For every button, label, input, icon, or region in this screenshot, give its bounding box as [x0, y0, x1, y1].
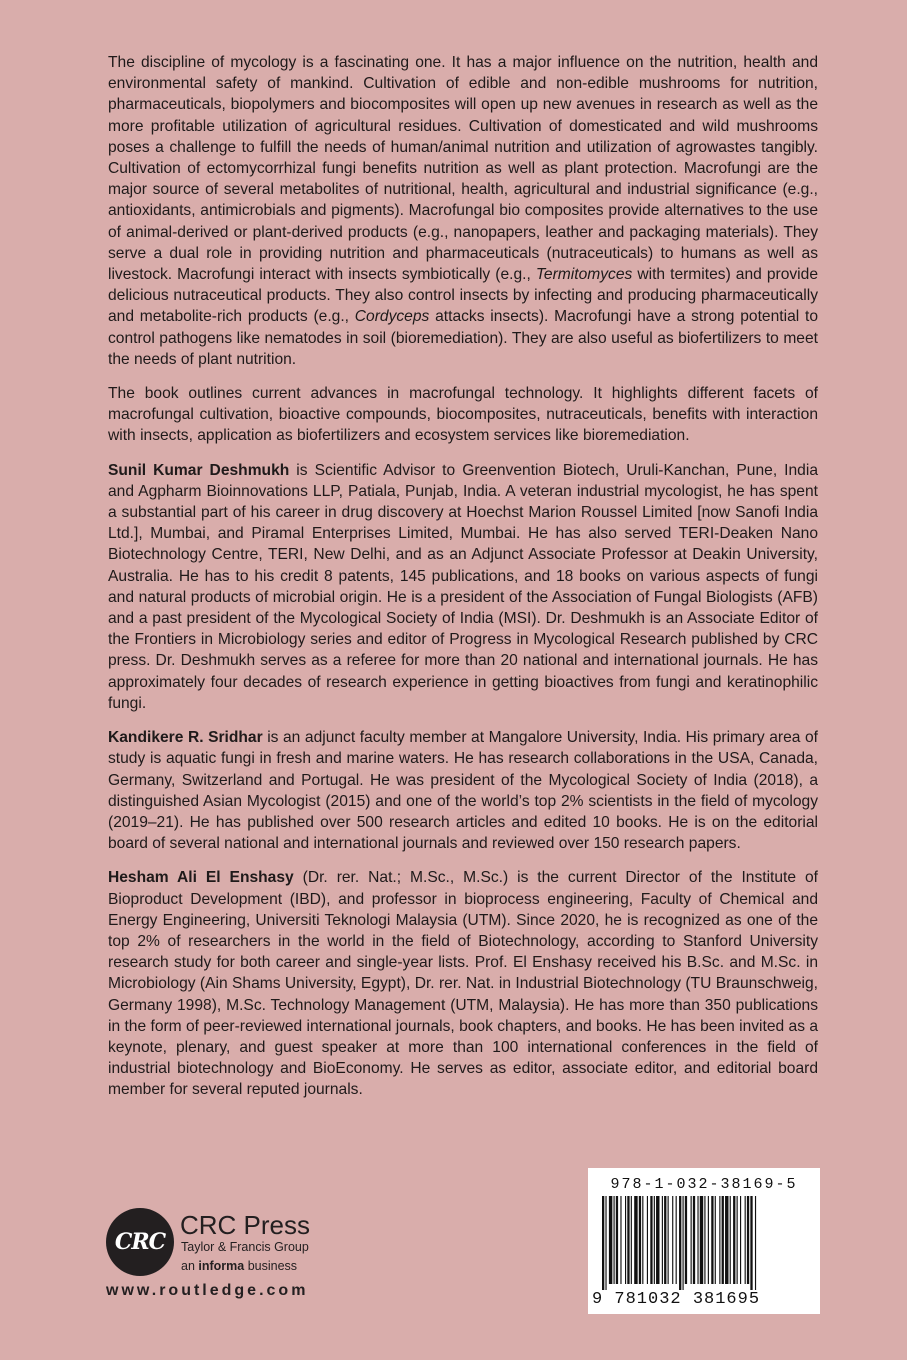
barcode-bar: [672, 1196, 673, 1284]
author-name: Kandikere R. Sridhar: [108, 729, 263, 747]
tagline-prefix: an: [181, 1259, 199, 1273]
italic-genus-cordyceps: Cordyceps: [354, 308, 430, 326]
text-segment: with termites) and provide delicious nutraceutical products. They also control insects by infecting and producing pharmaceutically and metabolite-rich products (e.g.,: [108, 266, 818, 326]
back-cover-text: [108, 52, 818, 1114]
barcode-bar: [614, 1196, 615, 1284]
description-paragraph-2: The book outlines current advances in macrofungal technology. It highlights different facets of macrofungal cultivation, bioactive compounds, biocomposites, nutraceuticals, benefits with interaction with insects, application as biofertilizers and ecosystem services like bioremediation.: [108, 385, 818, 445]
publisher-website[interactable]: www.routledge.com: [106, 1282, 309, 1299]
barcode-bar: [697, 1196, 698, 1284]
barcode-bar: [616, 1196, 618, 1284]
barcode-bar: [668, 1196, 669, 1284]
barcode-bar: [715, 1196, 716, 1284]
barcode-bar: [747, 1196, 749, 1284]
author-bio-text: is Scientific Advisor to Greenvention Biotech, Uruli-Kanchan, Pune, India and Agpharm Bioinnovations LLP, Patiala, Punjab, India. A veteran industrial mycologist, he has spent a substantial part of his career in drug discovery at Hoechst Marion Roussel Limited [now Sanofi India Ltd.], Mumbai, and Piramal Enterprises Limited, Mumbai. He has also served TERI-Deaken Nano Biotechnology Centre, TERI, New Delhi, and as an Adjunct Associate Professor at Deakin University, Australia. He has to his credit 8 patents, 145 publications, and 18 books on various aspects of fungi and natural products of microbial origin. He is a president of the Association of Fungal Biologists (AFB) and a past president of the Mycological Society of India (MSI). Dr. Deshmukh is an Associate Editor of the Frontiers in Microbiology series and editor of Progress in Mycological Research published by CRC press. Dr. Deshmukh serves as a referee for more than 20 national and international journals. He has approximately four decades of research experience in getting bioactives from fungi and keratinophilic fungi.: [108, 461, 818, 712]
author-name: Hesham Ali El Enshasy: [108, 869, 294, 887]
barcode-bar: [691, 1196, 692, 1284]
barcode-bar: [683, 1196, 684, 1290]
barcode-bar: [650, 1196, 652, 1284]
barcode-bars: [600, 1196, 808, 1290]
barcode-bar: [700, 1196, 703, 1284]
barcode-bar: [708, 1196, 709, 1284]
barcode-bar: [642, 1196, 643, 1284]
barcode-bar: [634, 1196, 637, 1284]
barcode-bar: [730, 1196, 731, 1284]
publisher-tagline: [181, 1259, 297, 1273]
barcode-bar: [625, 1196, 626, 1284]
barcode-bar: [685, 1196, 687, 1284]
description-paragraph-1: [108, 52, 818, 370]
publisher-name: CRC Press: [180, 1210, 311, 1240]
publisher-logo: [106, 1208, 326, 1288]
barcode-bar: [704, 1196, 705, 1284]
isbn-number: 978-1-032-38169-5: [610, 1176, 798, 1193]
barcode-bar: [676, 1196, 677, 1284]
italic-genus-termitomyces: Termitomyces: [535, 266, 633, 284]
barcode-bar: [620, 1196, 621, 1284]
author-name: Sunil Kumar Deshmukh: [108, 461, 290, 479]
barcode-bar: [719, 1196, 720, 1284]
barcode-bar: [693, 1196, 695, 1284]
author-bio-sridhar: [108, 727, 818, 854]
barcode-bar: [755, 1196, 756, 1290]
publisher-group: Taylor & Francis Group: [181, 1240, 309, 1254]
barcode-bar: [656, 1196, 659, 1284]
barcode-bar: [745, 1196, 746, 1284]
text-segment: attacks insects). Macrofungi have a strong potential to control pathogens like nematodes in soil (bioremediation). They are also useful as biofertilizers to meet the needs of plant nutrition.: [108, 308, 818, 368]
barcode-bar: [740, 1196, 741, 1284]
author-bio-el-enshasy: [108, 867, 818, 1100]
isbn-barcode: [588, 1168, 820, 1314]
barcode-bar: [737, 1196, 738, 1284]
barcode-bar: [733, 1196, 735, 1284]
text-segment: The discipline of mycology is a fascinating one. It has a major influence on the nutrition, health and environmental safety of mankind. Cultivation of edible and non-edible mushrooms for nutrition, pharmaceuticals, biopolymers and biocomposites will open up new avenues in research as well as the more profitable utilization of agricultural residues. Cultivation of domesticated and wild mushrooms poses a challenge to fulfill the needs of human/animal nutrition and utilization of agrowastes tangibly. Cultivation of ectomycorrhizal fungi benefits nutrition as well as plant protection. Macrofungi are the major source of several metabolites of nutritional, health, agricultural and industrial significance (e.g., antioxidants, antimicrobials and pigments). Macrofungal bio composites provide alternatives to the use of animal-derived or plant-derived products (e.g., nanopapers, leather and packaging materials). They serve a dual role in providing nutrition and pharmaceuticals (nutraceuticals) to humans as well as livestock. Macrofungi interact with insects symbiotically (e.g.,: [108, 54, 818, 284]
author-bio-text: (Dr. rer. Nat.; M.Sc., M.Sc.) is the current Director of the Institute of Bioproduct Development (IBD), and professor in bioprocess engineering, Faculty of Chemical and Energy Engineering, Universiti Teknologi Malaysia (UTM). Since 2020, he is recognized as one of the top 2% of researchers in the world in the field of Biotechnology, according to Stanford University research study for both career and single-year lists. Prof. El Enshasy received his B.Sc. and M.Sc. in Microbiology (Ain Shams University, Egypt), Dr. rer. Nat. in Industrial Biotechnology (TU Braunschweig, Germany 1998), M.Sc. Technology Management (UTM, Malaysia). He has more than 350 publications in the form of peer-reviewed international journals, book chapters, and books. He has been invited as a keynote, plenary, and guest speaker at more than 100 international conferences in the field of industrial biotechnology and BioEconomy. He serves as editor, associate editor, and editorial board member for several reputed journals.: [108, 869, 818, 1099]
barcode-bar: [631, 1196, 632, 1284]
barcode-bar: [679, 1196, 681, 1290]
barcode-bar: [664, 1196, 666, 1284]
barcode-bar: [711, 1196, 713, 1284]
barcode-bar: [609, 1196, 612, 1284]
author-bio-text: is an adjunct faculty member at Mangalore University, India. His primary area of study is aquatic fungi in fresh and marine waters. He has research collaborations in the USA, Canada, Germany, Switzerland and Portugal. He was president of the Mycological Society of India (2018), a distinguished Asian Mycologist (2015) and one of the world’s top 2% scientists in the field of mycology (2019–21). He has published over 500 research articles and edited 10 books. He is on the editorial board of several national and international journals and reviewed over 150 research papers.: [108, 729, 818, 853]
tagline-bold: informa: [198, 1259, 245, 1273]
barcode-bar: [725, 1196, 728, 1284]
barcode-bar: [722, 1196, 724, 1284]
crc-logo-icon: CRC: [106, 1208, 174, 1276]
barcode-bar: [654, 1196, 655, 1284]
ean-digits: 9 781032 381695: [592, 1290, 761, 1309]
barcode-bar: [662, 1196, 663, 1284]
barcode-bar: [605, 1196, 606, 1290]
author-bio-deshmukh: [108, 460, 818, 714]
barcode-bar: [627, 1196, 629, 1284]
barcode-bar: [750, 1196, 752, 1290]
tagline-suffix: business: [244, 1259, 298, 1273]
barcode-bar: [639, 1196, 641, 1284]
barcode-bar: [647, 1196, 648, 1284]
barcode-bar: [602, 1196, 604, 1290]
